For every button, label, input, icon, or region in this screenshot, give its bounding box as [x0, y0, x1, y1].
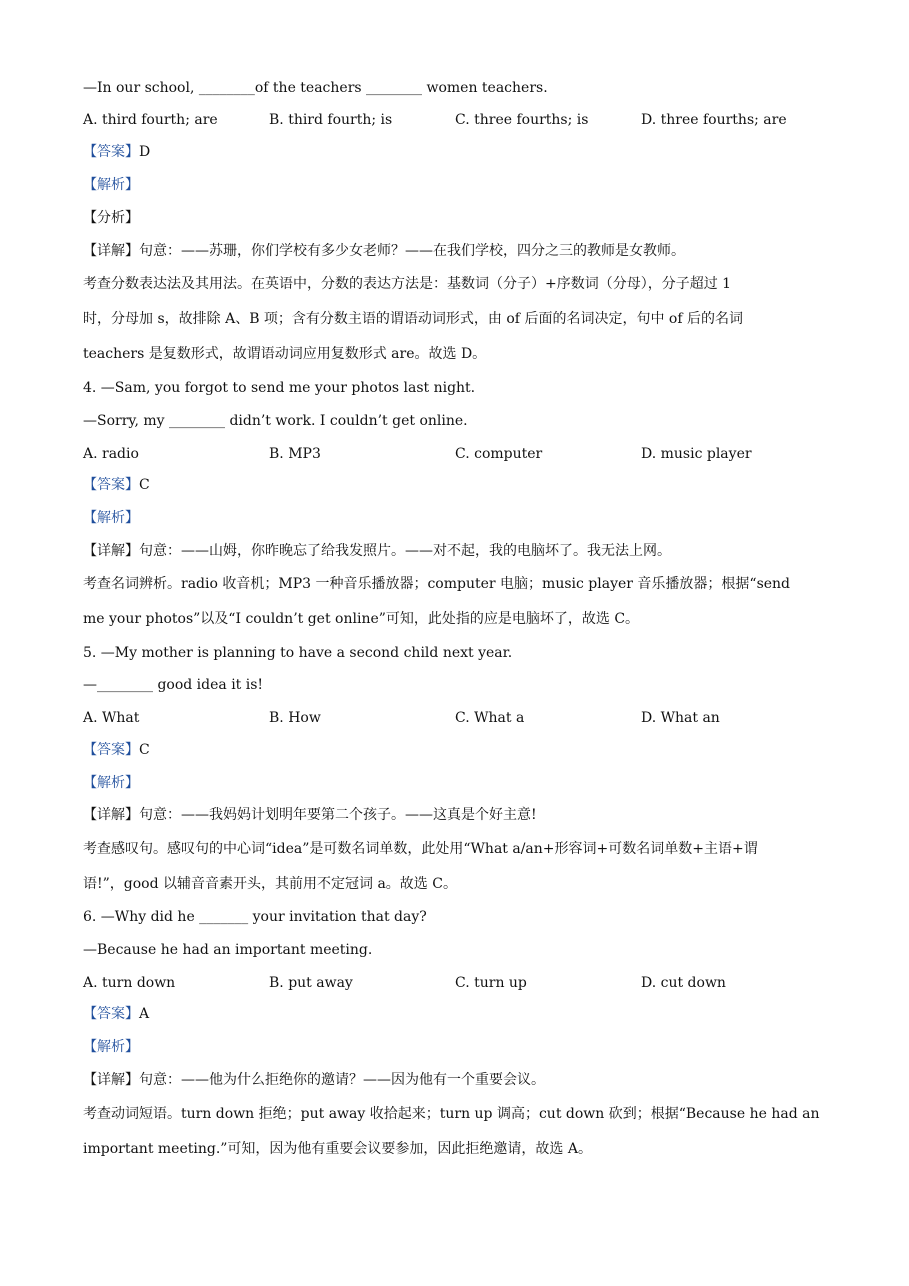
q5-answer-line — [83, 741, 150, 759]
q5-answer: C — [139, 742, 150, 758]
q5-detail-line-3: 语!”，good 以辅音音素开头，其前用不定冠词 a。故选 C。 — [83, 876, 457, 892]
q6-option-d: D. cut down — [641, 975, 726, 991]
q5-option-d: D. What an — [641, 710, 720, 726]
q3-answer: D — [139, 144, 151, 160]
q6-stem-2: —Because he had an important meeting. — [83, 942, 373, 958]
q3-fenxi-tag: 【分析】 — [83, 210, 139, 226]
q5-detail-text-1: 句意：——我妈妈计划明年要第二个孩子。——这真是个好主意! — [139, 807, 537, 823]
q6-stem-1: 6. —Why did he _______ your invitation that day? — [83, 909, 427, 925]
q4-detail-line-1 — [83, 542, 671, 560]
q5-option-a: A. What — [83, 710, 140, 726]
q5-analysis-tag: 【解析】 — [83, 775, 139, 791]
q6-option-a: A. turn down — [83, 975, 176, 991]
q3-detail-line-3: 时，分母加 s，故排除 A、B 项；含有分数主语的谓语动词形式，由 of 后面的名词决定，句中 of 后的名词 — [83, 311, 743, 327]
q6-detail-line-2: 考查动词短语。turn down 拒绝；put away 收拾起来；turn up 调高；cut down 砍到；根据“Because he had an — [83, 1106, 820, 1122]
q3-stem: —In our school, ________of the teachers ________ women teachers. — [83, 80, 548, 96]
q6-detail-line-1 — [83, 1071, 545, 1089]
q5-option-c: C. What a — [455, 710, 525, 726]
answer-tag: 【答案】 — [83, 1006, 139, 1022]
detail-tag: 【详解】 — [83, 243, 139, 259]
q4-detail-line-3: me your photos”以及“I couldn’t get online”可知，此处指的应是电脑坏了，故选 C。 — [83, 611, 640, 627]
q4-option-c: C. computer — [455, 446, 543, 462]
q3-detail-line-2: 考查分数表达法及其用法。在英语中，分数的表达方法是：基数词（分子）+序数词（分母），分子超过 1 — [83, 276, 732, 292]
q3-analysis-tag: 【解析】 — [83, 177, 139, 193]
q5-stem-2: —________ good idea it is! — [83, 677, 264, 693]
answer-tag: 【答案】 — [83, 742, 139, 758]
q5-option-b: B. How — [269, 710, 321, 726]
q6-option-b: B. put away — [269, 975, 353, 991]
q5-detail-line-2: 考查感叹句。感叹句的中心词“idea”是可数名词单数，此处用“What a/an+形容词+可数名词单数+主语+谓 — [83, 841, 758, 857]
q5-detail-line-1 — [83, 806, 537, 824]
q4-stem-2: —Sorry, my ________ didn’t work. I couldn’t get online. — [83, 413, 468, 429]
q4-detail-text-1: 句意：——山姆，你昨晚忘了给我发照片。——对不起，我的电脑坏了。我无法上网。 — [139, 543, 671, 559]
q4-detail-line-2: 考查名词辨析。radio 收音机；MP3 一种音乐播放器；computer 电脑；music player 音乐播放器；根据“send — [83, 576, 791, 592]
q6-answer: A — [139, 1006, 150, 1022]
q6-detail-text-1: 句意：——他为什么拒绝你的邀请？——因为他有一个重要会议。 — [139, 1072, 545, 1088]
answer-tag: 【答案】 — [83, 144, 139, 160]
q4-stem-1: 4. —Sam, you forgot to send me your photos last night. — [83, 380, 476, 396]
answer-tag: 【答案】 — [83, 477, 139, 493]
q3-option-d: D. three fourths; are — [641, 112, 787, 128]
q6-answer-line — [83, 1005, 149, 1023]
q3-option-c: C. three fourths; is — [455, 112, 589, 128]
q3-detail-line-1 — [83, 242, 685, 260]
q4-analysis-tag: 【解析】 — [83, 510, 139, 526]
q6-analysis-tag: 【解析】 — [83, 1039, 139, 1055]
q4-option-d: D. music player — [641, 446, 752, 462]
q4-answer: C — [139, 477, 150, 493]
q5-stem-1: 5. —My mother is planning to have a second child next year. — [83, 645, 513, 661]
detail-tag: 【详解】 — [83, 543, 139, 559]
q6-option-c: C. turn up — [455, 975, 527, 991]
q3-answer-line — [83, 143, 150, 161]
q3-option-a: A. third fourth; are — [83, 112, 218, 128]
q3-detail-text-1: 句意：——苏珊，你们学校有多少女老师？——在我们学校，四分之三的教师是女教师。 — [139, 243, 685, 259]
detail-tag: 【详解】 — [83, 807, 139, 823]
q6-detail-line-3: important meeting.”可知，因为他有重要会议要参加，因此拒绝邀请，故选 A。 — [83, 1141, 592, 1157]
detail-tag: 【详解】 — [83, 1072, 139, 1088]
q3-detail-line-4: teachers 是复数形式，故谓语动词应用复数形式 are。故选 D。 — [83, 346, 487, 362]
q3-option-b: B. third fourth; is — [269, 112, 393, 128]
q4-option-b: B. MP3 — [269, 446, 321, 462]
q4-answer-line — [83, 476, 150, 494]
q4-option-a: A. radio — [83, 446, 139, 462]
